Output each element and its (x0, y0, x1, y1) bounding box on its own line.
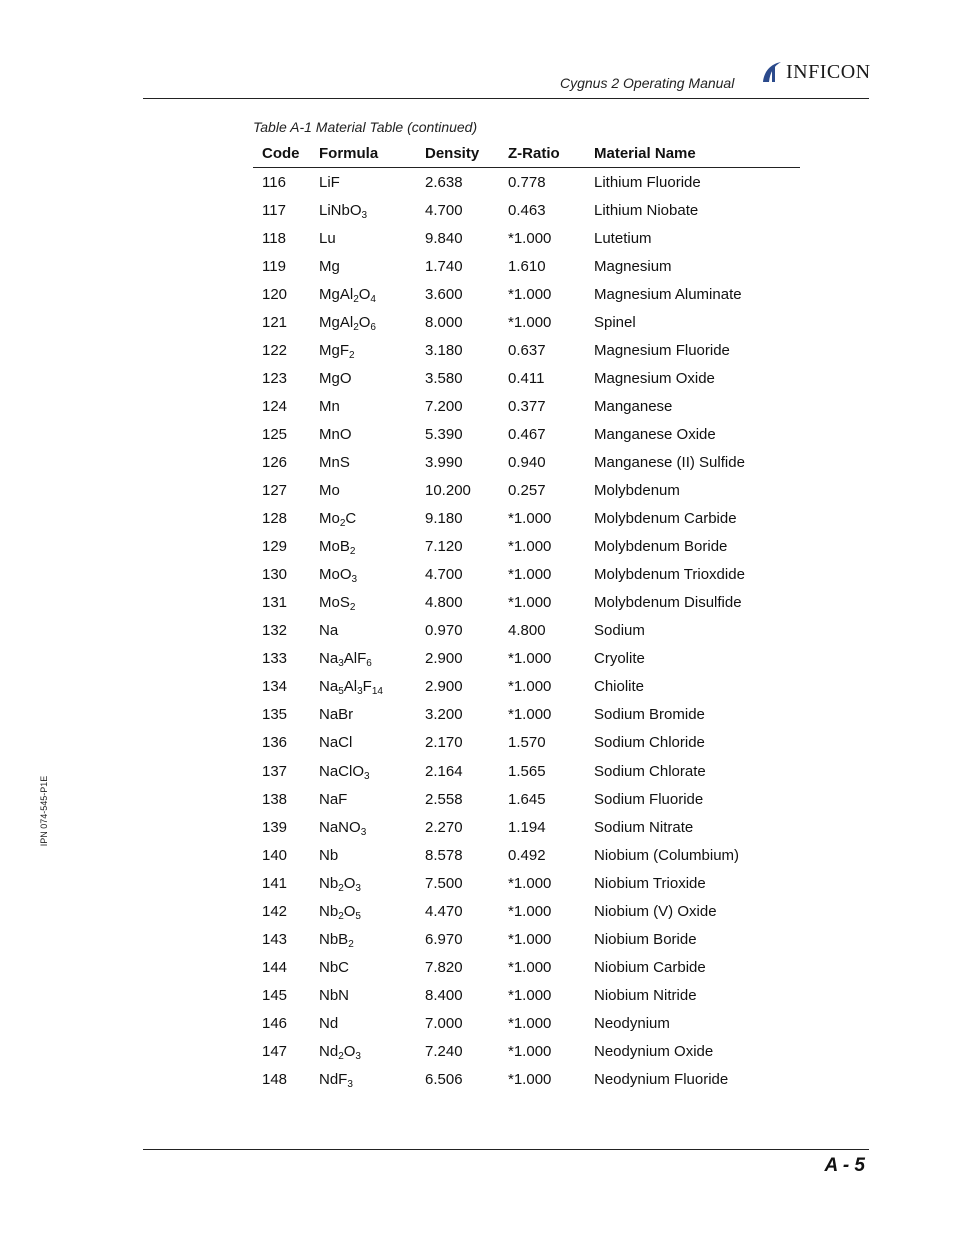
cell-z-ratio: 0.940 (508, 453, 546, 471)
cell-density: 8.400 (425, 986, 463, 1004)
cell-formula (310, 981, 416, 1009)
formula-subscript: 3 (361, 209, 368, 221)
formula-part: O (343, 1042, 356, 1060)
cell-code: 141 (262, 874, 288, 892)
formula-part: Mo (319, 482, 340, 500)
formula-subscript: 3 (347, 1079, 353, 1091)
cell-material-name: Manganese Oxide (594, 425, 716, 443)
cell-material-name: Molybdenum Carbide (594, 510, 737, 528)
table-row (253, 448, 800, 476)
cell-material-name: Manganese (II) Sulfide (594, 453, 745, 471)
cell-formula (310, 1037, 416, 1065)
inficon-logo (760, 60, 871, 84)
cell-code: 126 (262, 453, 288, 471)
formula-subscript: 2 (349, 546, 356, 558)
cell-material-name: Molybdenum (594, 482, 680, 500)
cell-z-ratio: *1.000 (508, 874, 552, 892)
header-density: Density (416, 140, 499, 168)
formula-part: MgO (319, 369, 352, 387)
cell-z-ratio: 1.565 (508, 762, 546, 780)
formula-part: MoS (319, 594, 350, 612)
cell-code: 146 (262, 1014, 288, 1032)
cell-formula (310, 701, 416, 729)
formula-part: O (358, 285, 371, 303)
header-formula: Formula (310, 140, 416, 168)
formula-part: NaNO (319, 818, 361, 836)
cell-material-name: Lutetium (594, 229, 652, 247)
cell-density: 7.820 (425, 958, 463, 976)
cell-density: 6.506 (425, 1071, 463, 1089)
table-row (253, 420, 800, 448)
cell-z-ratio: 1.194 (508, 818, 546, 836)
cell-z-ratio: 1.645 (508, 790, 546, 808)
cell-z-ratio: *1.000 (508, 229, 552, 247)
cell-code: 138 (262, 790, 288, 808)
table-row (253, 813, 800, 841)
cell-code: 135 (262, 706, 288, 724)
cell-z-ratio: *1.000 (508, 1042, 552, 1060)
cell-density: 4.800 (425, 594, 463, 612)
cell-z-ratio: *1.000 (508, 902, 552, 920)
formula-part: NbB (319, 930, 349, 948)
table-row (253, 392, 800, 420)
cell-z-ratio: 0.778 (508, 173, 546, 191)
cell-z-ratio: *1.000 (508, 706, 552, 724)
cell-code: 123 (262, 369, 288, 387)
formula-subscript: 3 (338, 658, 344, 670)
cell-z-ratio: 0.492 (508, 846, 546, 864)
cell-density: 9.840 (425, 229, 463, 247)
cell-formula (310, 617, 416, 645)
formula-subscript: 3 (357, 686, 363, 698)
cell-code: 148 (262, 1071, 288, 1089)
formula-part: LiF (319, 173, 340, 191)
cell-material-name: Sodium Fluoride (594, 790, 704, 808)
cell-z-ratio: *1.000 (508, 958, 552, 976)
formula-subscript: 3 (360, 826, 367, 838)
formula-part: LiNbO (319, 201, 362, 219)
document-part-number: IPN 074-545-P1E (39, 775, 49, 847)
cell-material-name: Magnesium (594, 257, 672, 275)
cell-density: 3.580 (425, 369, 463, 387)
cell-density: 1.740 (425, 257, 463, 275)
cell-formula (310, 392, 416, 420)
cell-code: 116 (262, 173, 286, 191)
cell-material-name: Niobium Nitride (594, 986, 697, 1004)
cell-z-ratio: *1.000 (508, 1071, 552, 1089)
formula-subscript: 2 (353, 321, 359, 333)
formula-part: MoO (319, 566, 352, 584)
cell-code: 127 (262, 482, 288, 500)
formula-part: C (345, 510, 357, 528)
cell-code: 136 (262, 734, 288, 752)
formula-subscript: 2 (339, 518, 346, 530)
table-row (253, 701, 800, 729)
cell-z-ratio: 0.411 (508, 369, 545, 387)
cell-density: 2.900 (425, 650, 463, 668)
cell-formula (310, 533, 416, 561)
cell-formula (310, 1009, 416, 1037)
cell-code: 121 (262, 313, 288, 331)
cell-z-ratio: 0.377 (508, 397, 546, 415)
cell-z-ratio: *1.000 (508, 930, 552, 948)
cell-code: 133 (262, 650, 288, 668)
formula-part: Na (319, 678, 339, 696)
table-row (253, 252, 800, 280)
cell-material-name: Magnesium Fluoride (594, 341, 730, 359)
cell-z-ratio: *1.000 (508, 566, 552, 584)
table-header-row (253, 140, 800, 168)
cell-code: 147 (262, 1042, 288, 1060)
formula-part: NdF (319, 1071, 348, 1089)
cell-code: 144 (262, 958, 288, 976)
formula-subscript: 3 (355, 1050, 361, 1062)
cell-density: 3.180 (425, 341, 463, 359)
cell-code: 119 (262, 257, 286, 275)
cell-code: 137 (262, 762, 288, 780)
table-row (253, 925, 800, 953)
cell-density: 7.240 (425, 1042, 463, 1060)
formula-part: MoB (319, 538, 350, 556)
inficon-logo-icon (760, 60, 784, 84)
cell-material-name: Niobium (Columbium) (594, 846, 740, 864)
cell-density: 7.000 (425, 1014, 463, 1032)
cell-formula (310, 897, 416, 925)
header-material-name: Material Name (585, 140, 800, 168)
cell-formula (310, 477, 416, 505)
formula-part: Mg (319, 257, 340, 275)
header-z-ratio: Z-Ratio (499, 140, 585, 168)
table-row (253, 168, 800, 197)
cell-z-ratio: 1.570 (508, 734, 546, 752)
formula-subscript: 5 (338, 686, 344, 698)
table-row (253, 645, 800, 673)
cell-density: 3.200 (425, 706, 463, 724)
page-number: A - 5 (824, 1155, 865, 1176)
cell-material-name: Neodynium Oxide (594, 1042, 714, 1060)
cell-code: 134 (262, 678, 288, 696)
table-row (253, 1037, 800, 1065)
formula-part: NbN (319, 986, 350, 1004)
table-row (253, 196, 800, 224)
cell-formula (310, 420, 416, 448)
formula-subscript: 2 (349, 349, 355, 361)
table-row (253, 981, 800, 1009)
formula-part: O (343, 874, 356, 892)
table-row (253, 336, 800, 364)
table-row (253, 308, 800, 336)
cell-material-name: Molybdenum Trioxdide (594, 566, 745, 584)
table-body (253, 168, 800, 1094)
manual-title: Cygnus 2 Operating Manual (560, 75, 735, 91)
formula-subscript: 2 (338, 910, 344, 922)
cell-formula (310, 785, 416, 813)
cell-material-name: Manganese (594, 397, 673, 415)
formula-subscript: 3 (351, 574, 358, 586)
cell-density: 7.200 (425, 397, 463, 415)
cell-formula (310, 953, 416, 981)
cell-density: 2.638 (425, 173, 463, 191)
cell-material-name: Sodium Nitrate (594, 818, 694, 836)
cell-code: 132 (262, 622, 288, 640)
formula-subscript: 2 (338, 1050, 344, 1062)
cell-density: 5.390 (425, 425, 463, 443)
cell-material-name: Neodynium (594, 1014, 670, 1032)
cell-material-name: Neodynium Fluoride (594, 1071, 729, 1089)
header-code: Code (253, 140, 310, 168)
cell-material-name: Sodium (594, 622, 645, 640)
cell-density: 9.180 (425, 510, 463, 528)
cell-material-name: Lithium Fluoride (594, 173, 701, 191)
cell-material-name: Lithium Niobate (594, 201, 699, 219)
cell-code: 128 (262, 510, 288, 528)
cell-z-ratio: 4.800 (508, 622, 546, 640)
formula-subscript: 3 (364, 770, 370, 782)
cell-formula (310, 196, 416, 224)
cell-formula (310, 589, 416, 617)
formula-subscript: 6 (370, 321, 376, 333)
cell-code: 139 (262, 818, 288, 836)
cell-material-name: Cryolite (594, 650, 645, 668)
cell-code: 145 (262, 986, 288, 1004)
cell-z-ratio: *1.000 (508, 594, 552, 612)
formula-subscript: 2 (353, 293, 359, 305)
table-row (253, 841, 800, 869)
cell-formula (310, 280, 416, 308)
formula-part: MgAl (319, 313, 354, 331)
cell-z-ratio: *1.000 (508, 510, 552, 528)
logo-text: INFICON (786, 60, 871, 83)
cell-density: 2.164 (425, 762, 463, 780)
cell-material-name: Niobium Carbide (594, 958, 706, 976)
formula-subscript: 5 (355, 910, 361, 922)
cell-code: 130 (262, 566, 288, 584)
formula-part: NaF (319, 790, 348, 808)
formula-part: Nb (319, 902, 339, 920)
cell-density: 3.990 (425, 453, 463, 471)
table-row (253, 505, 800, 533)
cell-formula (310, 729, 416, 757)
cell-code: 131 (262, 594, 288, 612)
cell-formula (310, 645, 416, 673)
cell-formula (310, 224, 416, 252)
cell-density: 0.970 (425, 622, 463, 640)
cell-material-name: Niobium Boride (594, 930, 697, 948)
cell-formula (310, 925, 416, 953)
header-rule (143, 98, 869, 99)
cell-formula (310, 308, 416, 336)
cell-code: 120 (262, 285, 288, 303)
table-row (253, 953, 800, 981)
formula-part: Nd (319, 1042, 339, 1060)
formula-part: Nb (319, 874, 339, 892)
cell-material-name: Niobium (V) Oxide (594, 902, 717, 920)
cell-density: 4.700 (425, 566, 463, 584)
formula-part: MnS (319, 453, 350, 471)
table-row (253, 224, 800, 252)
cell-formula (310, 168, 416, 197)
cell-density: 2.270 (425, 818, 463, 836)
cell-code: 122 (262, 341, 288, 359)
formula-part: NbC (319, 958, 350, 976)
table-row (253, 561, 800, 589)
cell-formula (310, 841, 416, 869)
table-row (253, 1066, 800, 1094)
formula-part: MnO (319, 425, 352, 443)
cell-material-name: Molybdenum Disulfide (594, 594, 742, 612)
cell-formula (310, 252, 416, 280)
cell-density: 7.120 (425, 538, 463, 556)
formula-part: Mn (319, 397, 340, 415)
formula-part: Nb (319, 846, 339, 864)
table-caption: Table A-1 Material Table (continued) (253, 119, 478, 135)
cell-code: 129 (262, 538, 288, 556)
cell-density: 2.170 (425, 734, 463, 752)
table-row (253, 477, 800, 505)
cell-material-name: Molybdenum Boride (594, 538, 728, 556)
cell-density: 6.970 (425, 930, 463, 948)
formula-subscript: 4 (370, 293, 376, 305)
cell-z-ratio: *1.000 (508, 650, 552, 668)
cell-formula (310, 1066, 416, 1094)
table-row (253, 757, 800, 785)
table-row (253, 589, 800, 617)
cell-material-name: Magnesium Oxide (594, 369, 715, 387)
cell-z-ratio: 0.637 (508, 341, 546, 359)
cell-material-name: Magnesium Aluminate (594, 285, 742, 303)
formula-part: MgF (319, 341, 349, 359)
cell-z-ratio: 1.610 (508, 257, 546, 275)
formula-subscript: 3 (355, 882, 361, 894)
cell-density: 4.470 (425, 902, 463, 920)
formula-subscript: 2 (349, 602, 356, 614)
cell-density: 7.500 (425, 874, 463, 892)
table-row (253, 869, 800, 897)
cell-density: 2.900 (425, 678, 463, 696)
cell-code: 142 (262, 902, 288, 920)
cell-formula (310, 673, 416, 701)
table-row (253, 617, 800, 645)
formula-part: Nd (319, 1014, 339, 1032)
cell-z-ratio: *1.000 (508, 986, 552, 1004)
cell-density: 4.700 (425, 201, 463, 219)
cell-material-name: Spinel (594, 313, 636, 331)
cell-z-ratio: 0.257 (508, 482, 546, 500)
table-row (253, 1009, 800, 1037)
cell-formula (310, 757, 416, 785)
cell-formula (310, 364, 416, 392)
cell-z-ratio: *1.000 (508, 538, 552, 556)
formula-part: F (362, 678, 372, 696)
cell-density: 10.200 (425, 482, 471, 500)
cell-code: 124 (262, 397, 288, 415)
table-row (253, 673, 800, 701)
table-row (253, 785, 800, 813)
formula-part: MgAl (319, 285, 354, 303)
table-row (253, 280, 800, 308)
formula-part: Mo (319, 510, 340, 528)
formula-part: NaBr (319, 706, 354, 724)
cell-density: 8.578 (425, 846, 463, 864)
cell-formula (310, 336, 416, 364)
cell-code: 140 (262, 846, 288, 864)
table-row (253, 533, 800, 561)
cell-code: 118 (262, 229, 286, 247)
table-row (253, 897, 800, 925)
cell-formula (310, 561, 416, 589)
cell-formula (310, 448, 416, 476)
footer-rule (143, 1149, 869, 1150)
cell-z-ratio: *1.000 (508, 1014, 552, 1032)
formula-subscript: 14 (371, 686, 383, 698)
cell-code: 143 (262, 930, 288, 948)
cell-z-ratio: 0.467 (508, 425, 546, 443)
cell-z-ratio: *1.000 (508, 678, 552, 696)
formula-part: NaClO (319, 762, 365, 780)
cell-z-ratio: *1.000 (508, 285, 552, 303)
cell-code: 117 (262, 201, 286, 219)
formula-part: Lu (319, 229, 336, 247)
formula-part: NaCl (319, 734, 353, 752)
cell-material-name: Sodium Bromide (594, 706, 705, 724)
formula-subscript: 6 (366, 658, 372, 670)
cell-material-name: Sodium Chloride (594, 734, 705, 752)
formula-subscript: 2 (338, 882, 344, 894)
cell-material-name: Sodium Chlorate (594, 762, 706, 780)
formula-part: Na (319, 622, 339, 640)
formula-part: Na (319, 650, 339, 668)
cell-density: 2.558 (425, 790, 463, 808)
cell-formula (310, 505, 416, 533)
cell-material-name: Chiolite (594, 678, 645, 696)
cell-density: 8.000 (425, 313, 463, 331)
cell-z-ratio: 0.463 (508, 201, 546, 219)
table-row (253, 729, 800, 757)
cell-formula (310, 869, 416, 897)
cell-density: 3.600 (425, 285, 463, 303)
formula-part: O (358, 313, 371, 331)
cell-material-name: Niobium Trioxide (594, 874, 706, 892)
formula-part: Al (343, 678, 358, 696)
material-table (253, 140, 800, 1094)
formula-part: AlF (343, 650, 367, 668)
formula-part: O (343, 902, 356, 920)
formula-subscript: 2 (348, 938, 354, 950)
cell-z-ratio: *1.000 (508, 313, 552, 331)
cell-formula (310, 813, 416, 841)
cell-code: 125 (262, 425, 288, 443)
table-row (253, 364, 800, 392)
